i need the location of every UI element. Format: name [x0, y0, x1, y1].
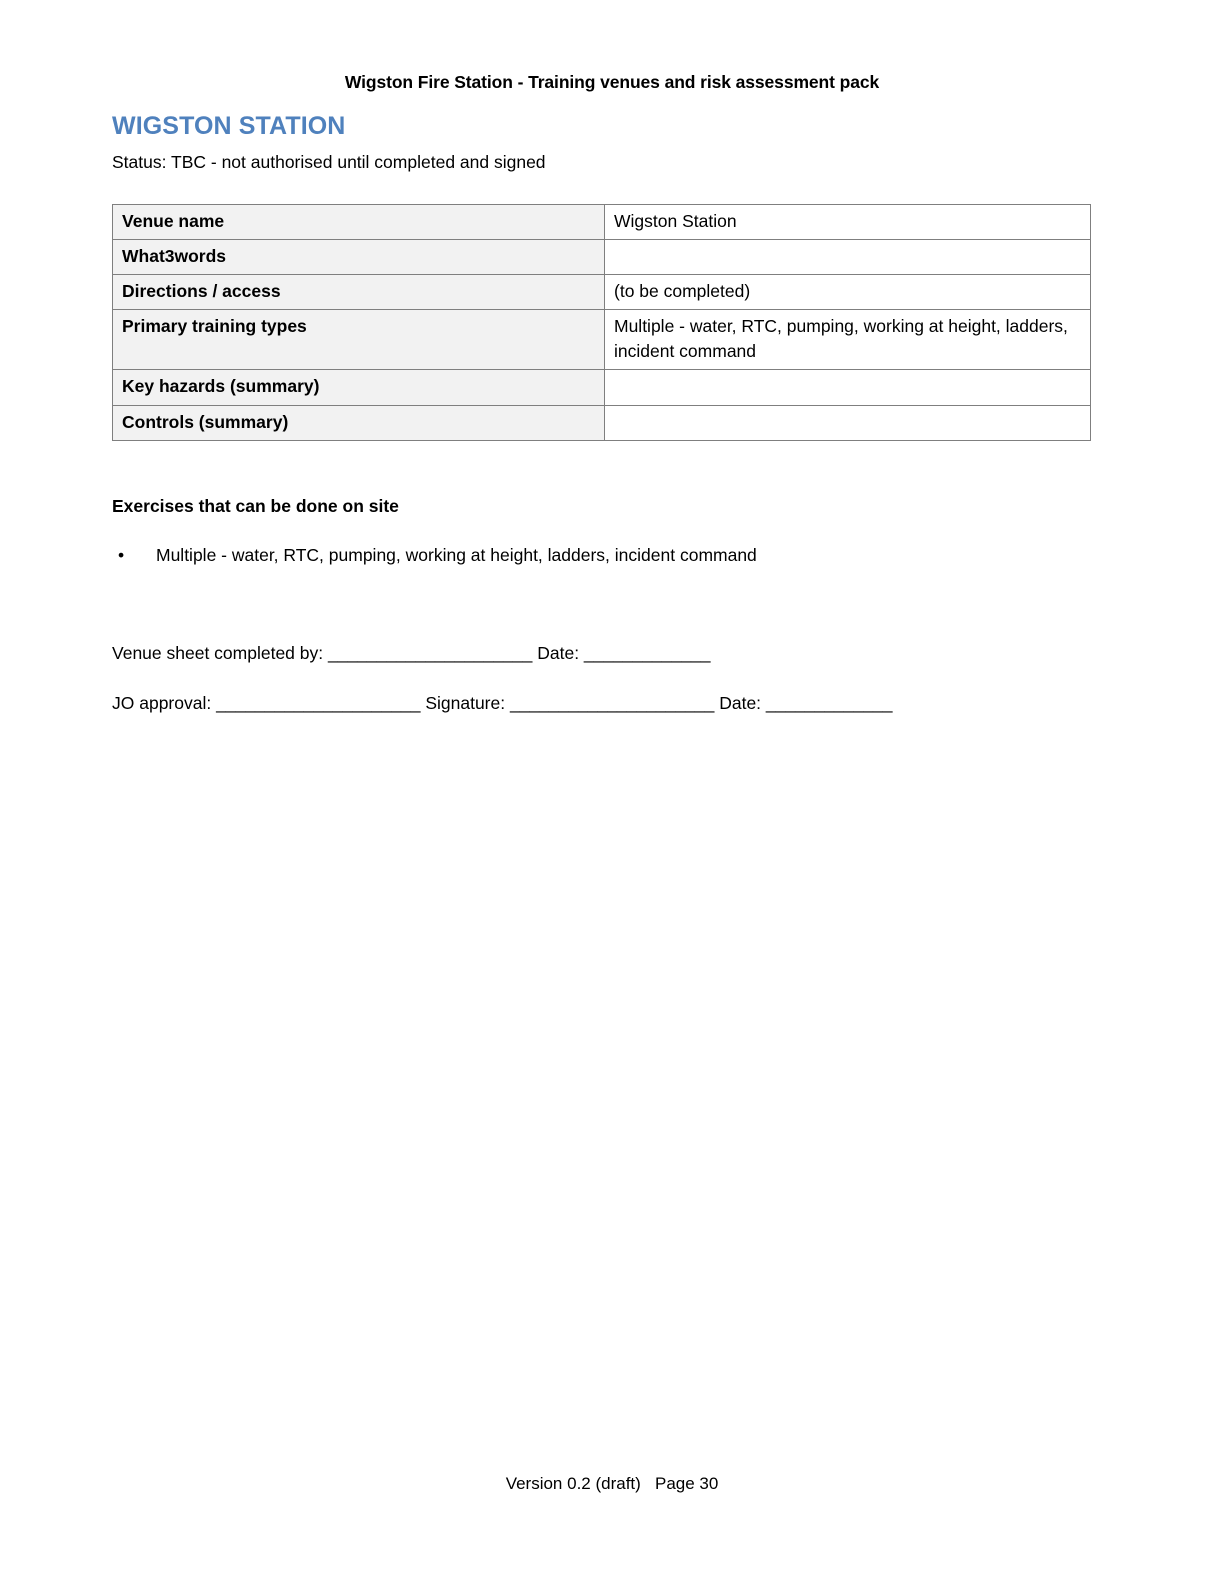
venue-details-table [112, 204, 1091, 441]
row-label: Venue name [113, 204, 605, 239]
page-content [112, 112, 1090, 713]
row-label: Directions / access [113, 274, 605, 309]
completed-by-line[interactable]: Venue sheet completed by: _____________________ Date: _____________ [112, 643, 711, 663]
table-row [113, 239, 1091, 274]
row-label: What3words [113, 239, 605, 274]
signoff-block [112, 642, 1090, 741]
page-title: WIGSTON STATION [112, 112, 346, 140]
table-row [113, 370, 1091, 405]
table-row [113, 310, 1091, 370]
table-row [113, 204, 1091, 239]
exercises-heading: Exercises that can be done on site [112, 496, 399, 516]
jo-approval-line[interactable]: JO approval: _____________________ Signature: _____________________ Date: _____________ [112, 692, 893, 713]
row-value[interactable]: Multiple - water, RTC, pumping, working at height, ladders, incident command [605, 310, 1091, 370]
list-item [112, 543, 757, 568]
table-row [113, 405, 1091, 440]
row-label: Key hazards (summary) [113, 370, 605, 405]
row-value[interactable] [605, 405, 1091, 440]
page-footer: Version 0.2 (draft) Page 30 [505, 1474, 719, 1493]
status-text: Status: TBC - not authorised until completed and signed [112, 151, 546, 172]
row-label: Primary training types [113, 310, 605, 370]
exercises-list [112, 543, 757, 572]
bullet-icon: • [118, 545, 125, 565]
row-value[interactable]: (to be completed) [605, 274, 1091, 309]
row-value[interactable] [605, 239, 1091, 274]
list-item-label: Multiple - water, RTC, pumping, working at height, ladders, incident command [156, 545, 757, 565]
row-value[interactable] [605, 370, 1091, 405]
running-header: Wigston Fire Station - Training venues and risk assessment pack [344, 72, 880, 92]
table-row [113, 274, 1091, 309]
row-label: Controls (summary) [113, 405, 605, 440]
row-value[interactable]: Wigston Station [605, 204, 1091, 239]
